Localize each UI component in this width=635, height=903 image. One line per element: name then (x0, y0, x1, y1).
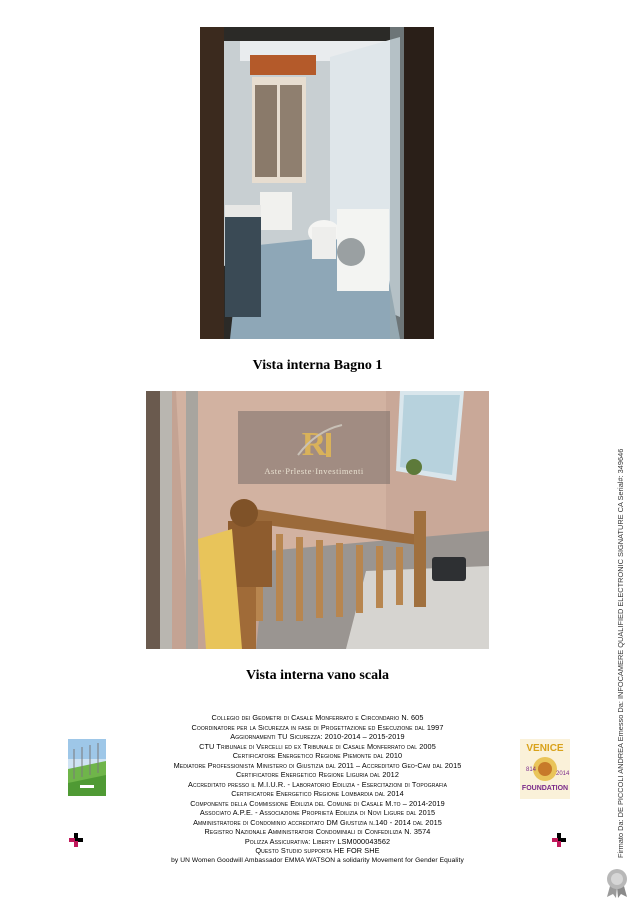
footer-line: Amministratore di Condominio accreditato DM Giustizia n.140 - 2014 dal 2015 (193, 817, 442, 827)
stairwell-photo (146, 391, 489, 649)
venice-foundation-logo (520, 739, 570, 799)
footer-line: Registro Nazionale Amministratori Condominiali di Confedilizia N. 3574 (204, 827, 431, 836)
footer-line: Polizza Assicurativa: Liberty LSM000043562 (244, 836, 391, 846)
venice-year: 2014 (556, 771, 570, 777)
footer-line: Questo Studio supporta HE FOR SHE (255, 846, 380, 855)
signature-seal-icon (604, 868, 630, 898)
footer-line: Accreditato presso il M.I.U.R. - Laboratorio Edilizia - Esercitazioni di Topografia (187, 779, 448, 789)
footer-line: Componente della Commissione Edilizia del Comune di Casale M.to – 2014-2019 (190, 798, 445, 808)
cross-icon-right (551, 832, 567, 848)
cross-icon-left (68, 832, 84, 848)
he-for-she-logo (68, 739, 106, 796)
stairwell-caption: Vista interna vano scala (246, 668, 389, 683)
footer-line: Coordinatore per la Sicurezza in fase di Progettazione ed Esecuzione dal 1997 (191, 722, 444, 732)
venice-label: FOUNDATION (521, 785, 569, 792)
footer-line: Associato A.P.E. - Associazione Proprietà Edilizia di Novi Ligure dal 2015 (199, 808, 436, 817)
bathroom-caption: Vista interna Bagno 1 (252, 358, 383, 373)
footer-line-last: by UN Women Goodwill Ambassador EMMA WATSON a solidarity Movement for Gender Equality (171, 856, 464, 864)
watermark-logo (238, 411, 390, 484)
footer-line: Certificatore Energetico Regione Liguria dal 2012 (236, 770, 399, 779)
footer-line: CTU Tribunale di Vercelli ed ex Tribunale di Casale Monferrato dal 2005 (199, 741, 436, 751)
bathroom-photo (200, 27, 434, 339)
venice-number: 814 (526, 767, 537, 773)
footer-line: Certificatore Energetico Regione Piemonte dal 2010 (232, 751, 403, 760)
venice-title: VENICE (526, 743, 564, 754)
svg-text:R: R (301, 426, 327, 463)
footer-credentials (110, 713, 525, 865)
digital-signature-text: Firmato Da: DE PICCOLI ANDREA Emesso Da: INFOCAMERE QUALIFIED ELECTRONIC SIGNATURE CA Serial#: 349646 (616, 448, 625, 858)
footer-line: Aggiornamenti TU Sicurezza: 2010-2014 – 2015-2019 (230, 732, 405, 741)
footer-line: Mediatore Professionista Ministero di Giustizia dal 2011 – Accreditato Geo-Cam dal 2015 (173, 760, 462, 770)
footer-line: Certificatore Energetico Regione Lombardia dal 2014 (231, 789, 404, 798)
watermark-text: Aste·Prleste·Investimenti (264, 466, 364, 476)
footer-line: Collegio dei Geometri di Casale Monferrato e Circondario N. 605 (211, 713, 424, 722)
